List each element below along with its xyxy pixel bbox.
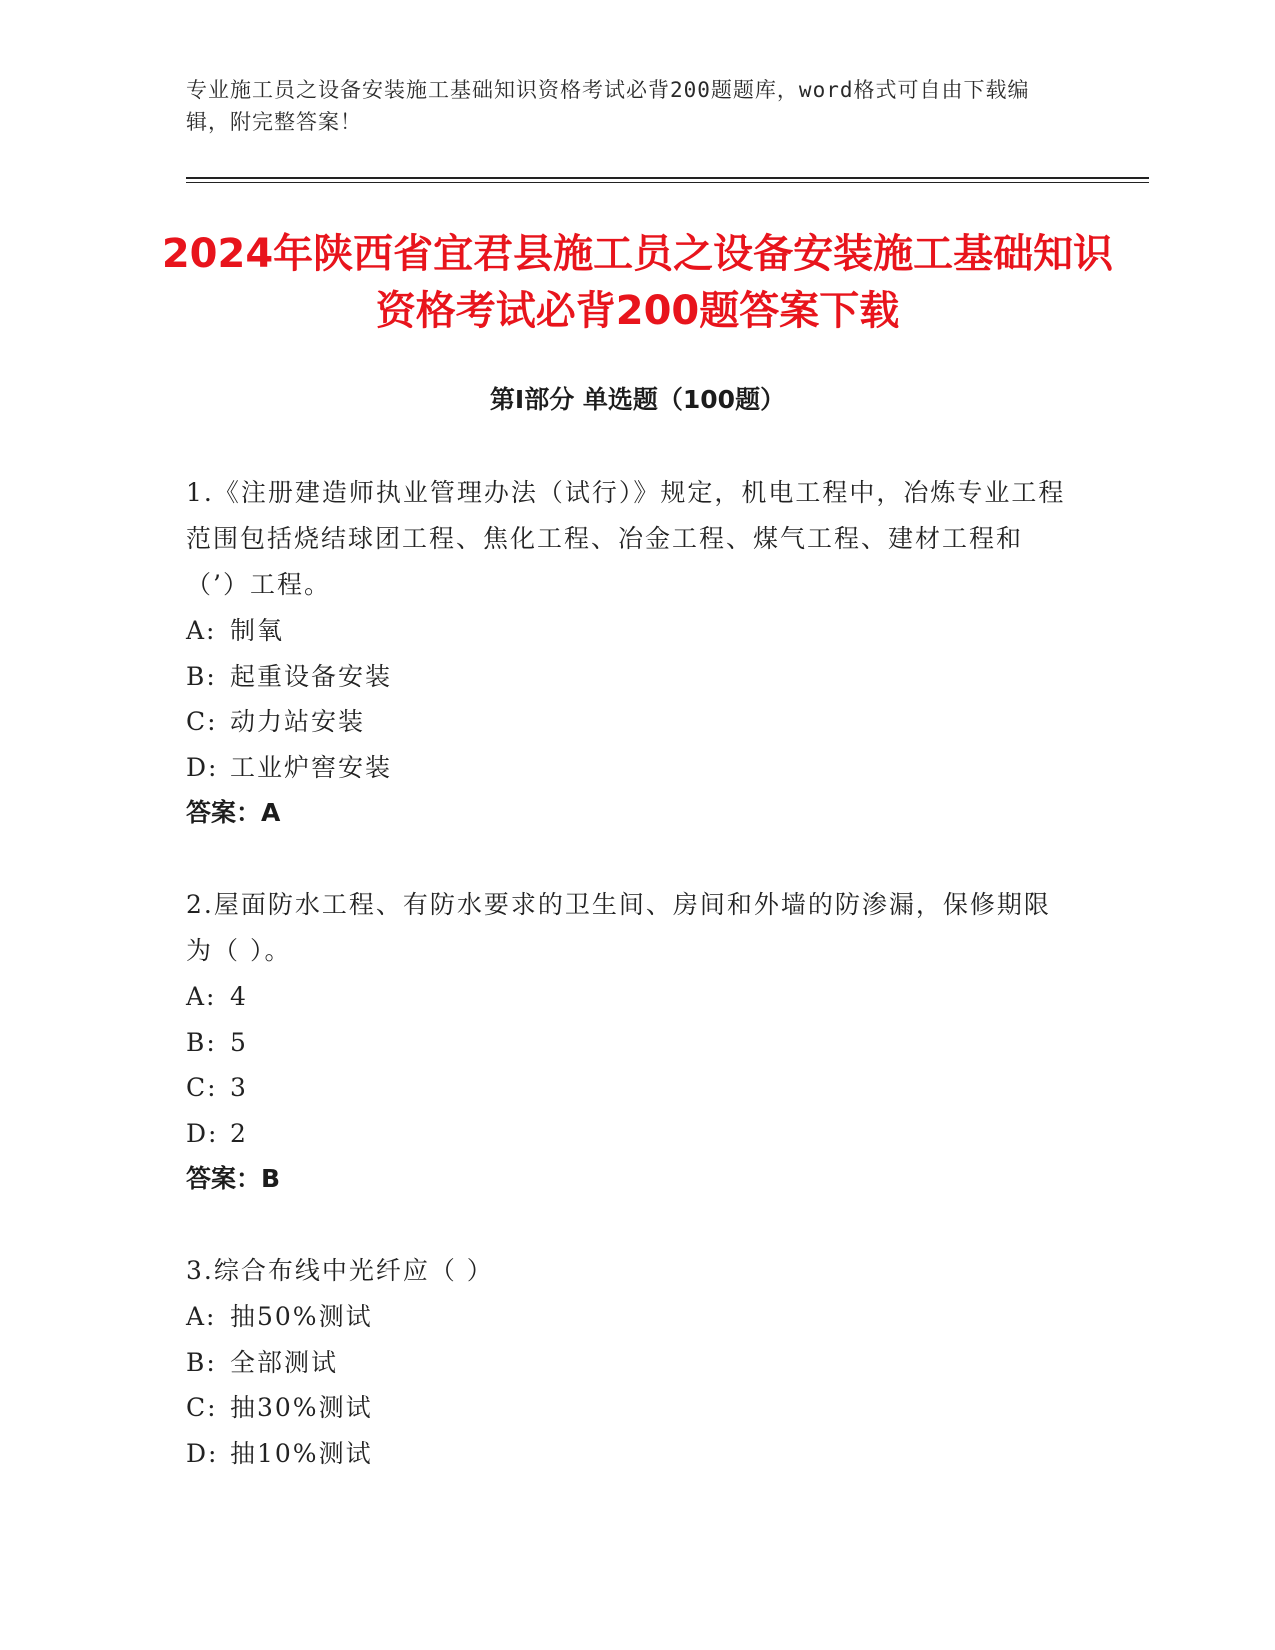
option-c [186,1065,1066,1111]
option-letter: D: [186,752,219,782]
option-letter: B: [186,1347,217,1377]
question-2 [186,882,1066,1201]
question-1 [186,470,1066,835]
option-a [186,1294,1066,1340]
option-d [186,745,1066,791]
header-note: 专业施工员之设备安装施工基础知识资格考试必背200题题库，word格式可自由下载编辑，附完整答案！ [186,78,1030,134]
option-letter: A: [186,616,217,645]
option-letter: B: [186,661,217,691]
option-text: 4 [230,982,248,1011]
option-letter: D: [186,1438,219,1468]
header-rule-thin [186,182,1149,183]
option-text: 抽10%测试 [230,1438,373,1468]
question-stem: 1.《注册建造师执业管理办法（试行）》规定，机电工程中，冶炼专业工程范围包括烧结球团工程、焦化工程、冶金工程、煤气工程、建材工程和（’）工程。 [186,478,1066,599]
option-text: 全部测试 [230,1347,339,1377]
document-title: 2024年陕西省宜君县施工员之设备安装施工基础知识资格考试必背200题答案下载 [161,231,1114,334]
option-text: 抽50%测试 [230,1302,373,1331]
option-letter: C: [186,707,218,736]
option-b [186,1020,1066,1066]
option-d [186,1431,1066,1477]
option-b [186,654,1066,700]
option-letter: A: [186,982,217,1011]
answer-line: 答案：B [186,1164,281,1193]
option-text: 动力站安装 [230,707,366,736]
option-text: 5 [230,1027,248,1057]
question-stem: 2.屋面防水工程、有防水要求的卫生间、房间和外墙的防渗漏，保修期限为（ ）。 [186,890,1051,965]
option-d [186,1111,1066,1157]
option-text: 工业炉窖安装 [230,752,393,782]
option-letter: D: [186,1118,219,1148]
option-b [186,1340,1066,1386]
option-letter: B: [186,1027,217,1057]
option-c [186,1385,1066,1431]
option-c [186,699,1066,745]
option-text: 制氧 [230,616,285,645]
option-text: 抽30%测试 [230,1393,373,1422]
option-a [186,608,1066,654]
question-3 [186,1248,1066,1476]
option-a [186,974,1066,1020]
header-rule-thick [186,177,1149,179]
option-letter: C: [186,1073,218,1102]
option-letter: A: [186,1302,217,1331]
option-letter: C: [186,1393,218,1422]
question-stem: 3.综合布线中光纤应（ ） [186,1256,494,1285]
section-heading: 第I部分 单选题（100题） [489,385,786,414]
answer-line: 答案：A [186,798,281,827]
option-text: 2 [230,1118,248,1148]
question-list [186,470,1066,1523]
option-text: 3 [230,1073,248,1102]
option-text: 起重设备安装 [230,661,393,691]
